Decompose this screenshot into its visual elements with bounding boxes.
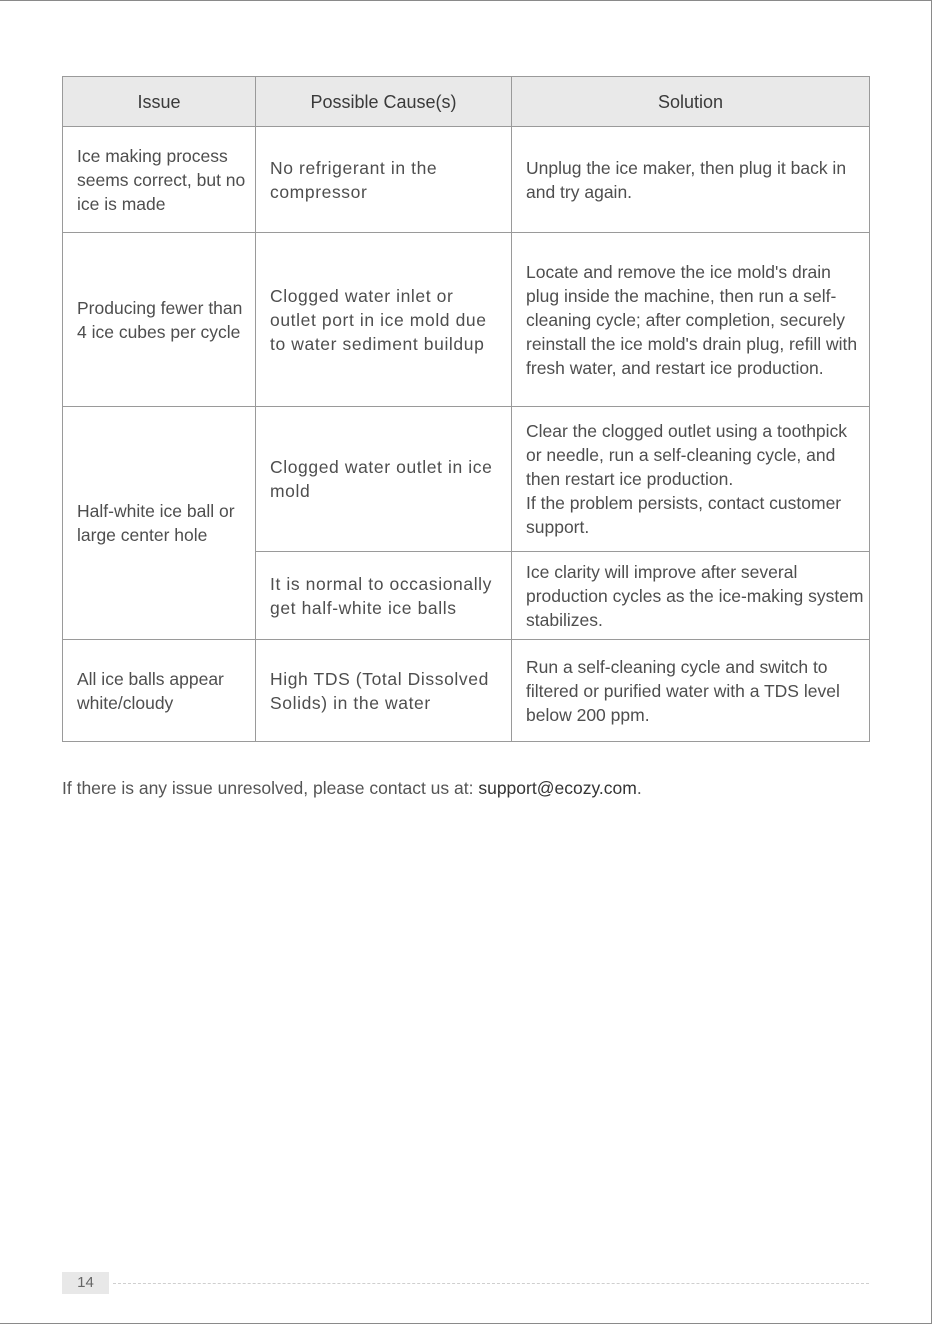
header-possible-causes: Possible Cause(s) <box>256 77 512 127</box>
support-email-link[interactable]: support@ecozy.com <box>478 778 637 798</box>
table-header-row <box>63 77 870 127</box>
cause-cell: Clogged water outlet in ice mold <box>256 407 512 552</box>
solution-cell <box>512 407 870 552</box>
cause-cell: No refrigerant in the compressor <box>256 127 512 233</box>
contact-note <box>62 778 642 799</box>
cause-cell: It is normal to occasionally get half-white ice balls <box>256 552 512 640</box>
contact-note-text: If there is any issue unresolved, please contact us at: <box>62 778 479 798</box>
table-row <box>63 233 870 407</box>
cause-cell: Clogged water inlet or outlet port in ice mold due to water sediment buildup <box>256 233 512 407</box>
cause-cell: High TDS (Total Dissolved Solids) in the water <box>256 640 512 742</box>
contact-note-period: . <box>636 778 642 798</box>
solution-cell: Unplug the ice maker, then plug it back in and try again. <box>512 127 870 233</box>
issue-cell: Producing fewer than 4 ice cubes per cycle <box>63 233 256 407</box>
footer-divider <box>113 1283 869 1284</box>
solution-cell: Ice clarity will improve after several production cycles as the ice-making system stabilizes. <box>512 552 870 640</box>
solution-cell: Locate and remove the ice mold's drain plug inside the machine, then run a self-cleaning cycle; after completion, securely reinstall the ice mold's drain plug, refill with fresh water, and restart ice production. <box>512 233 870 407</box>
table-row <box>63 407 870 552</box>
solution-text: If the problem persists, contact customer support. <box>526 493 842 537</box>
page-number: 14 <box>62 1272 109 1294</box>
table-row <box>63 127 870 233</box>
header-solution: Solution <box>512 77 870 127</box>
issue-cell: Ice making process seems correct, but no ice is made <box>63 127 256 233</box>
header-issue: Issue <box>63 77 256 127</box>
table-row <box>63 640 870 742</box>
issue-cell: All ice balls appear white/cloudy <box>63 640 256 742</box>
issue-cell: Half-white ice ball or large center hole <box>63 407 256 640</box>
solution-text: Clear the clogged outlet using a toothpick or needle, run a self-cleaning cycle, and then restart ice production. <box>526 421 848 489</box>
troubleshooting-table <box>62 76 870 742</box>
solution-cell: Run a self-cleaning cycle and switch to filtered or purified water with a TDS level below 200 ppm. <box>512 640 870 742</box>
